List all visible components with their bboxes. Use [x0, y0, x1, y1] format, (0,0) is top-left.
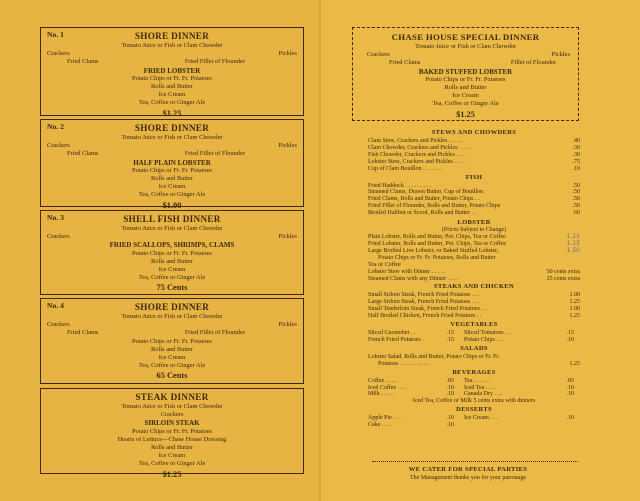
- dinner-left-item: Crackers: [47, 233, 70, 241]
- menu-item-pair: French Fried Potatoes . .15 Potato Chips . . . .10: [368, 336, 574, 343]
- menu-item: Small Sirloin Steak, French Fried Potatoes . . . 1.00: [368, 292, 580, 299]
- dinner-number: No. 2: [47, 122, 64, 131]
- dinner-title: SHORE DINNER: [134, 302, 210, 312]
- dinner-side: Tea, Coffee or Ginger Ale: [138, 362, 206, 370]
- dinner-side: Potato Chips or Fr. Fr. Potatoes: [131, 166, 213, 174]
- menu-item: Cup of Clam Bouillon . . . . . . . .10: [368, 165, 580, 172]
- dinner-side: Potato Chips or Fr. Fr. Potatoes: [131, 337, 213, 345]
- dinner-line: Tomato Juice or Fish or Clam Chowder: [121, 313, 223, 320]
- dinner-side: Potato Chips or Fr. Fr. Potatoes: [131, 427, 213, 435]
- section-heading: STEAKS AND CHICKEN: [433, 283, 515, 291]
- dinner-right-item: Fried Fillet of Flounder: [184, 150, 245, 158]
- section-heading: BEVERAGES: [452, 368, 496, 376]
- menu-item: Clam Stew, Crackers and Pickles . . . . . .40: [368, 138, 580, 144]
- dinner-line: Tomato Juice or Fish or Clam Chowder: [121, 225, 223, 232]
- dinner-side: Hearts of Lettuce—Chase House Dressing: [117, 435, 227, 443]
- section-heading: DESSERTS: [456, 406, 492, 414]
- special-side: Tea, Coffee or Ginger Ale: [432, 100, 499, 108]
- dinner-price: 75 Cents: [156, 283, 188, 293]
- special-right-item: Pickles: [551, 51, 570, 59]
- dinner-number: No. 4: [47, 301, 64, 310]
- menu-item-pair: Cake . . . . .10: [368, 422, 454, 429]
- a-la-carte-menu: [368, 128, 580, 429]
- menu-item: Large Sirloin Steak, French Fried Potatoes . . . 1.25: [368, 299, 580, 306]
- special-left-item: Crackers: [367, 51, 390, 59]
- dinner-side: Ice Cream: [158, 452, 186, 460]
- menu-item: Fried Lobster, Rolls and Butter, Pot. Chips, Tea or Coffee 1.15: [368, 239, 580, 247]
- menu-item: Potatoes . . . . . . . . . . 1.25: [378, 360, 580, 367]
- dinner-price: $1.25: [162, 469, 182, 479]
- special-side: Ice Cream: [452, 92, 479, 100]
- section-heading: SALADS: [460, 344, 488, 352]
- dinner-price: 65 Cents: [156, 371, 188, 381]
- dinner-number: No. 1: [47, 30, 64, 39]
- dinner-side: Tea, Coffee or Ginger Ale: [138, 274, 206, 282]
- dinner-box-2: [40, 119, 304, 210]
- dinner-main: FRIED SCALLOPS, SHRIMPS, CLAMS: [109, 241, 235, 250]
- menu-item: Fried Haddock . . . . . . . . . .50: [368, 182, 580, 189]
- special-main: BAKED STUFFED LOBSTER: [418, 67, 513, 76]
- special-price: $1.25: [456, 109, 475, 119]
- dinner-price: $1.25: [162, 108, 182, 118]
- menu-item: Fish Chowder, Crackers and Pickles . . . . .30: [368, 151, 580, 158]
- dinner-right-item: Pickles: [278, 321, 297, 329]
- center-fold: [319, 0, 321, 501]
- dinner-main: FRIED LOBSTER: [143, 66, 201, 75]
- dinner-side: Tea, Coffee or Ginger Ale: [138, 191, 206, 199]
- section-heading: FISH: [465, 173, 483, 181]
- section-note: (Prices Subject to Change): [441, 227, 507, 234]
- dinner-price: $1.00: [162, 200, 182, 210]
- menu-item: Fried Clams, Rolls and Butter, Potato Chips . . .50: [368, 196, 580, 203]
- dinner-line: Tomato Juice or Fish or Clam Chowder: [121, 403, 223, 410]
- dinner-left-item: Crackers: [47, 50, 70, 58]
- catering-notice: WE CATER FOR SPECIAL PARTIES: [408, 466, 528, 473]
- menu-item: Steamed Clams, Drawn Butter, Cup of Bouillon .50: [368, 189, 580, 196]
- dinner-side: Ice Cream: [158, 183, 186, 191]
- menu-item-pair: Apple Pie . . . .10 Ice Cream . . . .10: [368, 415, 574, 422]
- dinner-left-item: Crackers: [47, 321, 70, 329]
- dinner-side: Ice Cream: [158, 91, 186, 99]
- menu-item: Clam Chowder, Crackers and Pickles . . . . .30: [368, 144, 580, 151]
- beverage-note: Iced Tea, Coffee or Milk 5 cents extra with dinners: [412, 398, 536, 405]
- menu-item-pair: Milk . . . . . .10 Canada Dry . . . .10: [368, 391, 574, 398]
- dinner-right-item: Pickles: [278, 142, 297, 150]
- menu-item: Lobster Stew with Dinner . . . . . 50 cents extra: [368, 268, 580, 275]
- menu-item-continued: Potato Chips or Fr. Fr. Potatoes, Rolls and Butter: [378, 254, 496, 261]
- dinner-side: Tea, Coffee or Ginger Ale: [138, 99, 206, 107]
- special-left-item: Fried Clams: [389, 59, 421, 67]
- dinner-side: Rolls and Butter: [151, 444, 193, 452]
- dinner-side: Potato Chips or Fr. Fr. Potatoes: [131, 74, 213, 82]
- menu-item-continued: Tea or Coffee: [368, 261, 401, 268]
- section-heading: STEWS AND CHOWDERS: [431, 129, 517, 136]
- special-side: Potato Chips or Fr. Fr. Potatoes: [425, 75, 506, 83]
- dinner-right-item: Pickles: [278, 233, 297, 241]
- dinner-right-item: Pickles: [278, 50, 297, 58]
- thank-you-note: The Management thanks you for your patronage: [410, 475, 526, 481]
- dinner-line: Tomato Juice or Fish or Clam Chowder: [121, 134, 223, 141]
- dinner-title: STEAK DINNER: [135, 392, 209, 402]
- menu-item: Broiled Halibut or Scrod, Rolls and Butter . . .60: [368, 210, 580, 217]
- menu-item-pair: Sliced Cucumber . . .15 Sliced Tomatoes . . .15: [368, 330, 574, 337]
- dinner-left-item: Fried Clams: [67, 58, 99, 66]
- special-side: Rolls and Butter: [444, 83, 487, 91]
- menu-item: Half Broiled Chicken, French Fried Potatoes . . 1.25: [368, 313, 580, 320]
- dinner-title: SHORE DINNER: [134, 31, 210, 41]
- section-heading: VEGETABLES: [450, 321, 498, 329]
- dinner-main: HALF PLAIN LOBSTER: [133, 158, 211, 167]
- dinner-left-item: Fried Clams: [67, 329, 99, 337]
- menu-item: Fried Fillet of Flounder, Rolls and Butter, Potato Chips .50: [368, 203, 580, 210]
- menu-item: Lobster Salad, Rolls and Butter, Potato Chips or Fr. Fr.: [368, 353, 500, 360]
- special-line: Tomato Juice or Fish or Clam Chowder: [414, 43, 517, 50]
- section-heading: LOBSTER: [457, 219, 491, 227]
- dinner-line: Tomato Juice or Fish or Clam Chowder: [121, 42, 223, 49]
- dinner-left-item: Fried Clams: [67, 150, 99, 158]
- special-dinner-box: [352, 27, 579, 121]
- dinner-title: SHORE DINNER: [134, 123, 210, 133]
- dinner-left-item: Crackers: [47, 142, 70, 150]
- special-title: CHASE HOUSE SPECIAL DINNER: [391, 32, 540, 42]
- dinner-number: No. 3: [47, 213, 64, 222]
- dinner-box-4: [40, 298, 304, 384]
- dinner-side: Rolls and Butter: [151, 345, 193, 353]
- dinner-box-steak: [40, 388, 304, 479]
- dinner-box-1: [40, 27, 304, 116]
- dinner-title: SHELL FISH DINNER: [123, 214, 221, 224]
- menu-item-pair: Coffee . . . . .05 Tea . . . . . . .05: [368, 377, 574, 384]
- special-right-item: Fillet of Flounder: [510, 59, 556, 67]
- menu-item: Lobster Stew, Crackers and Pickles . . . . .75: [368, 158, 580, 165]
- dinner-line: Crackers: [160, 411, 184, 419]
- dinner-side: Potato Chips or Fr. Fr. Potatoes: [131, 249, 213, 257]
- menu-item: Small Tenderloin Steak, French Fried Potatoes . . 1.00: [368, 306, 580, 313]
- dinner-box-3: [40, 210, 304, 295]
- dinner-side: Rolls and Butter: [151, 174, 193, 182]
- dinner-side: Ice Cream: [158, 266, 186, 273]
- dinner-side: Rolls and Butter: [151, 257, 193, 265]
- dinner-side: Tea, Coffee or Ginger Ale: [138, 460, 206, 468]
- divider: [372, 461, 578, 462]
- dinner-right-item: Fried Fillet of Flounder: [184, 58, 245, 66]
- footer: [352, 465, 584, 482]
- dinner-side: Rolls and Butter: [151, 82, 193, 90]
- dinner-main: SIRLOIN STEAK: [144, 419, 200, 428]
- menu-item: Plain Lobster, Rolls and Butter, Pot. Chips, Tea or Coffee 1.15: [368, 233, 580, 241]
- dinner-side: Ice Cream: [158, 353, 186, 361]
- menu-item-pair: Iced Coffee . . . .10 Iced Tea . . . . .10: [368, 384, 574, 391]
- menu-item: Steamed Clams with any Dinner . . . . 25 cents extra: [368, 275, 580, 282]
- dinner-right-item: Fried Fillet of Flounder: [184, 329, 245, 337]
- menu-item: Large Broiled Live Lobster, or Baked Stuffed Lobster, 1.50: [368, 246, 580, 254]
